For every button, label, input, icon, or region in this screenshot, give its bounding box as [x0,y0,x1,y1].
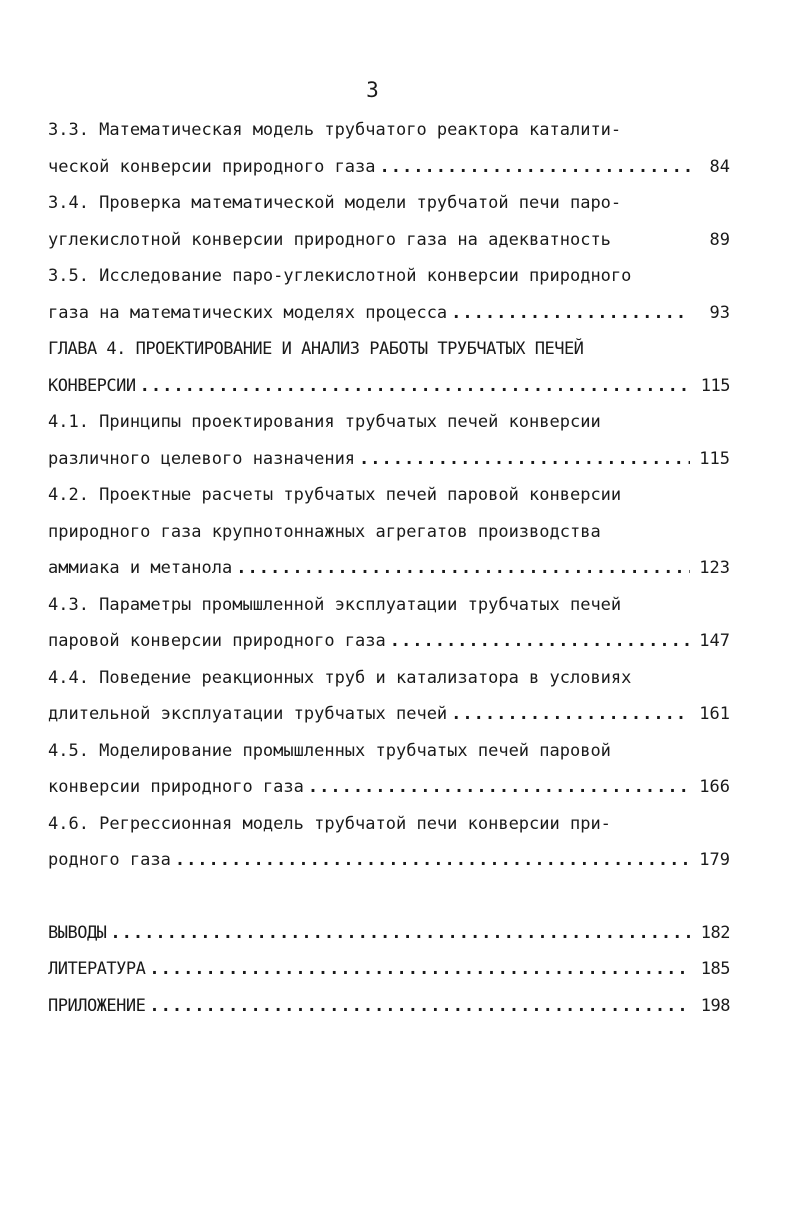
toc-entry-text: 4.5. Моделирование промышленных трубчатых печей паровой [48,740,611,761]
toc-page-number: 115 [699,448,730,469]
table-of-contents [48,112,730,1024]
toc-entry-text: 4.2. Проектные расчеты трубчатых печей паровой конверсии [48,485,622,505]
toc-entry-text: ГЛАВА 4. ПРОЕКТИРОВАНИЕ И АНАЛИЗ РАБОТЫ ТРУБЧАТЫХ ПЕЧЕЙ [48,339,584,359]
toc-entry-literature [48,951,730,988]
toc-chapter-4 [48,331,730,404]
dot-leader [390,623,690,660]
toc-entry-3-3 [48,112,730,185]
toc-entry-text: 4.1. Принципы проектирования трубчатых печей конверсии [48,412,601,432]
toc-page-number: 185 [700,959,730,979]
toc-entry-4-6 [48,806,730,879]
toc-entry-text: 3.3. Математическая модель трубчатого реактора каталити- [48,120,622,140]
toc-entry-4-3 [48,587,730,660]
toc-page-number: 84 [709,156,730,177]
toc-entry-appendix [48,988,730,1025]
toc-entry-text: длительной эксплуатации трубчатых печей [48,704,448,724]
toc-entry-text: паровой конверсии природного газа [48,631,386,651]
toc-page-number: 198 [700,995,730,1016]
toc-entry-conclusions [48,915,730,952]
toc-page-number: 89 [709,229,730,250]
toc-entry-last-line [48,842,730,879]
toc-page-number: 182 [700,922,730,943]
toc-entry-last-line [48,368,730,405]
dot-leader [149,951,690,988]
toc-page-number: 93 [709,302,730,323]
section-gap [48,879,730,915]
toc-page-number: 166 [699,777,730,797]
toc-entry-3-4 [48,185,730,258]
toc-entry-text: КОНВЕРСИИ [48,375,136,396]
toc-entry-text: ВЫВОДЫ [48,922,107,943]
toc-entry-text: природного газа крупнотоннажных агрегатов производства [48,521,601,542]
toc-entry-last-line [48,623,730,660]
toc-entry-text: ческой конверсии природного газа [48,156,376,177]
dot-leader [110,915,690,952]
toc-entry-text: газа на математических моделях процесса [48,302,448,323]
toc-entry-last-line [48,550,730,587]
toc-entry-text: 3.5. Исследование паро-углекислотной конверсии природного [48,266,632,286]
toc-page-number: 147 [699,631,730,651]
toc-entry-last-line [48,295,730,332]
toc-entry-last-line [48,769,730,806]
dot-leader [308,769,690,806]
dot-leader [451,696,690,733]
page-number: 3 [366,78,379,102]
toc-entry-last-line [48,149,730,186]
toc-entry-text: ЛИТЕРАТУРА [48,959,146,979]
toc-entry-text: различного целевого назначения [48,448,356,469]
toc-entry-text: углекислотной конверсии природного газа на адекватность [48,229,611,250]
dot-leader [140,368,690,405]
toc-entry-last-line [48,696,730,733]
dot-leader [359,441,690,478]
dot-leader [380,149,690,186]
toc-page-number: 123 [699,558,730,578]
toc-entry-text: 4.3. Параметры промышленной эксплуатации трубчатых печей [48,594,622,615]
toc-entry-3-5 [48,258,730,331]
dot-leader [236,550,690,587]
toc-entry-4-5 [48,733,730,806]
toc-entry-4-4 [48,660,730,733]
toc-entry-text: конверсии природного газа [48,777,304,797]
dot-leader [149,988,690,1025]
toc-entry-text: родного газа [48,850,171,870]
toc-entry-last-line [48,222,730,259]
toc-entry-text: 3.4. Проверка математической модели трубчатой печи паро- [48,193,622,213]
dot-leader [175,842,690,879]
toc-page-number: 179 [699,850,730,870]
dot-leader [451,295,690,332]
toc-entry-4-2 [48,477,730,587]
toc-page-number: 161 [699,704,730,724]
toc-entry-text: аммиака и метанола [48,558,233,578]
toc-entry-last-line [48,441,730,478]
toc-entry-text: 4.4. Поведение реакционных труб и катализатора в условиях [48,667,632,688]
toc-entry-text: 4.6. Регрессионная модель трубчатой печи конверсии при- [48,813,611,834]
toc-entry-4-1 [48,404,730,477]
toc-entry-text: ПРИЛОЖЕНИЕ [48,995,146,1016]
toc-page-number: 115 [700,375,730,396]
